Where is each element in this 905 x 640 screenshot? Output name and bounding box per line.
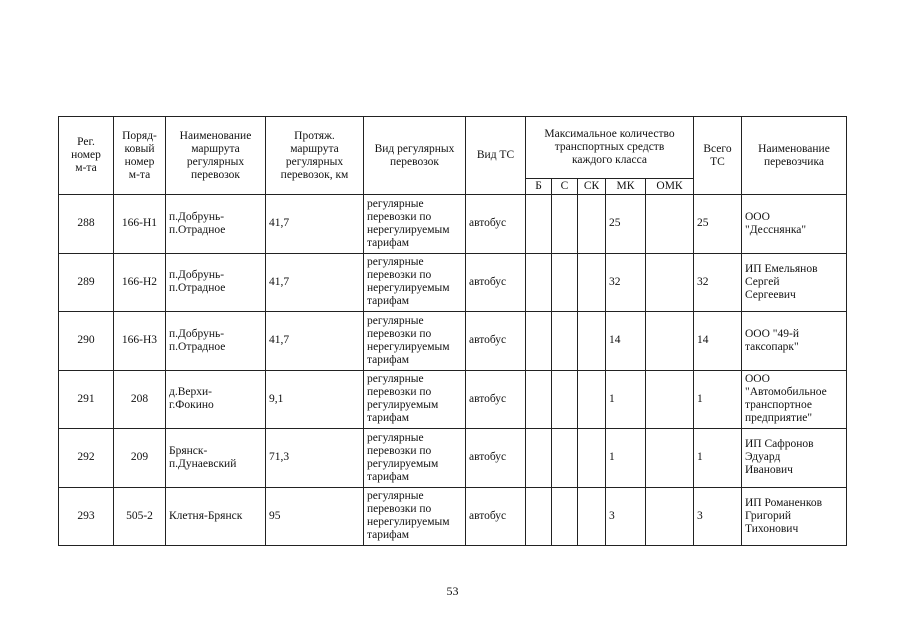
cell-class-mk: 1: [606, 370, 646, 429]
cell-order: 208: [114, 370, 166, 429]
cell-total: 25: [694, 195, 742, 254]
header-route-name: Наименование маршрута регулярных перевозок: [166, 117, 266, 195]
cell-total: 1: [694, 429, 742, 488]
cell-transport-type: регулярные перевозки по регулируемым тарифам: [364, 370, 466, 429]
cell-total: 32: [694, 253, 742, 312]
cell-class-s: [552, 195, 578, 254]
header-carrier: Наименование перевозчика: [742, 117, 847, 195]
cell-class-b: [526, 487, 552, 546]
cell-vehicle-type: автобус: [466, 312, 526, 371]
cell-carrier: ИП Сафронов Эдуард Иванович: [742, 429, 847, 488]
header-class-mk: МК: [606, 179, 646, 195]
cell-class-s: [552, 487, 578, 546]
cell-vehicle-type: автобус: [466, 370, 526, 429]
cell-length: 9,1: [266, 370, 364, 429]
cell-class-omk: [646, 429, 694, 488]
cell-class-sk: [578, 195, 606, 254]
cell-order: 166-Н1: [114, 195, 166, 254]
header-vehicle-type: Вид ТС: [466, 117, 526, 195]
header-class-b: Б: [526, 179, 552, 195]
cell-class-s: [552, 312, 578, 371]
cell-length: 41,7: [266, 312, 364, 371]
cell-route-name: Клетня-Брянск: [166, 487, 266, 546]
table-row: [59, 312, 847, 371]
cell-length: 41,7: [266, 253, 364, 312]
header-reg-number: Рег. номер м-та: [59, 117, 114, 195]
cell-length: 95: [266, 487, 364, 546]
cell-class-mk: 3: [606, 487, 646, 546]
routes-table: [58, 116, 847, 546]
header-total-vehicles: Всего ТС: [694, 117, 742, 195]
cell-length: 41,7: [266, 195, 364, 254]
cell-vehicle-type: автобус: [466, 253, 526, 312]
cell-class-sk: [578, 312, 606, 371]
header-transport-type: Вид регулярных перевозок: [364, 117, 466, 195]
table-row: [59, 487, 847, 546]
cell-reg: 290: [59, 312, 114, 371]
cell-class-b: [526, 253, 552, 312]
cell-total: 14: [694, 312, 742, 371]
cell-route-name: п.Добрунь- п.Отрадное: [166, 195, 266, 254]
cell-transport-type: регулярные перевозки по нерегулируемым тарифам: [364, 195, 466, 254]
cell-transport-type: регулярные перевозки по нерегулируемым тарифам: [364, 312, 466, 371]
header-route-length: Протяж. маршрута регулярных перевозок, км: [266, 117, 364, 195]
cell-class-mk: 1: [606, 429, 646, 488]
cell-transport-type: регулярные перевозки по регулируемым тарифам: [364, 429, 466, 488]
table-row: [59, 429, 847, 488]
cell-class-mk: 32: [606, 253, 646, 312]
cell-vehicle-type: автобус: [466, 429, 526, 488]
cell-order: 166-Н3: [114, 312, 166, 371]
header-class-omk: ОМК: [646, 179, 694, 195]
cell-class-s: [552, 253, 578, 312]
cell-carrier: ООО "Десснянка": [742, 195, 847, 254]
cell-carrier: ООО "49-й таксопарк": [742, 312, 847, 371]
table-row: [59, 370, 847, 429]
cell-route-name: п.Добрунь- п.Отрадное: [166, 253, 266, 312]
cell-class-b: [526, 370, 552, 429]
cell-order: 166-Н2: [114, 253, 166, 312]
cell-carrier: ООО "Автомобильное транспортное предприятие": [742, 370, 847, 429]
cell-transport-type: регулярные перевозки по нерегулируемым тарифам: [364, 487, 466, 546]
table-row: [59, 253, 847, 312]
cell-class-s: [552, 429, 578, 488]
cell-reg: 292: [59, 429, 114, 488]
cell-reg: 291: [59, 370, 114, 429]
cell-class-b: [526, 195, 552, 254]
cell-class-omk: [646, 370, 694, 429]
cell-reg: 289: [59, 253, 114, 312]
page-number: 53: [446, 584, 459, 598]
cell-class-s: [552, 370, 578, 429]
table-row: [59, 195, 847, 254]
cell-reg: 293: [59, 487, 114, 546]
header-class-s: С: [552, 179, 578, 195]
cell-class-omk: [646, 253, 694, 312]
cell-carrier: ИП Романенков Григорий Тихонович: [742, 487, 847, 546]
header-class-sk: СК: [578, 179, 606, 195]
cell-total: 1: [694, 370, 742, 429]
cell-class-sk: [578, 487, 606, 546]
cell-class-sk: [578, 429, 606, 488]
cell-class-b: [526, 312, 552, 371]
cell-carrier: ИП Емельянов Сергей Сергеевич: [742, 253, 847, 312]
cell-class-omk: [646, 487, 694, 546]
cell-order: 505-2: [114, 487, 166, 546]
header-max-vehicles: Максимальное количество транспортных средств каждого класса: [526, 117, 694, 179]
cell-total: 3: [694, 487, 742, 546]
cell-reg: 288: [59, 195, 114, 254]
header-order-number: Поряд- ковый номер м-та: [114, 117, 166, 195]
cell-vehicle-type: автобус: [466, 195, 526, 254]
cell-class-b: [526, 429, 552, 488]
cell-length: 71,3: [266, 429, 364, 488]
cell-class-omk: [646, 195, 694, 254]
cell-class-mk: 14: [606, 312, 646, 371]
cell-route-name: д.Верхи- г.Фокино: [166, 370, 266, 429]
cell-class-omk: [646, 312, 694, 371]
cell-class-sk: [578, 253, 606, 312]
cell-class-mk: 25: [606, 195, 646, 254]
cell-route-name: п.Добрунь- п.Отрадное: [166, 312, 266, 371]
cell-route-name: Брянск- п.Дунаевский: [166, 429, 266, 488]
cell-transport-type: регулярные перевозки по нерегулируемым тарифам: [364, 253, 466, 312]
cell-order: 209: [114, 429, 166, 488]
cell-vehicle-type: автобус: [466, 487, 526, 546]
cell-class-sk: [578, 370, 606, 429]
